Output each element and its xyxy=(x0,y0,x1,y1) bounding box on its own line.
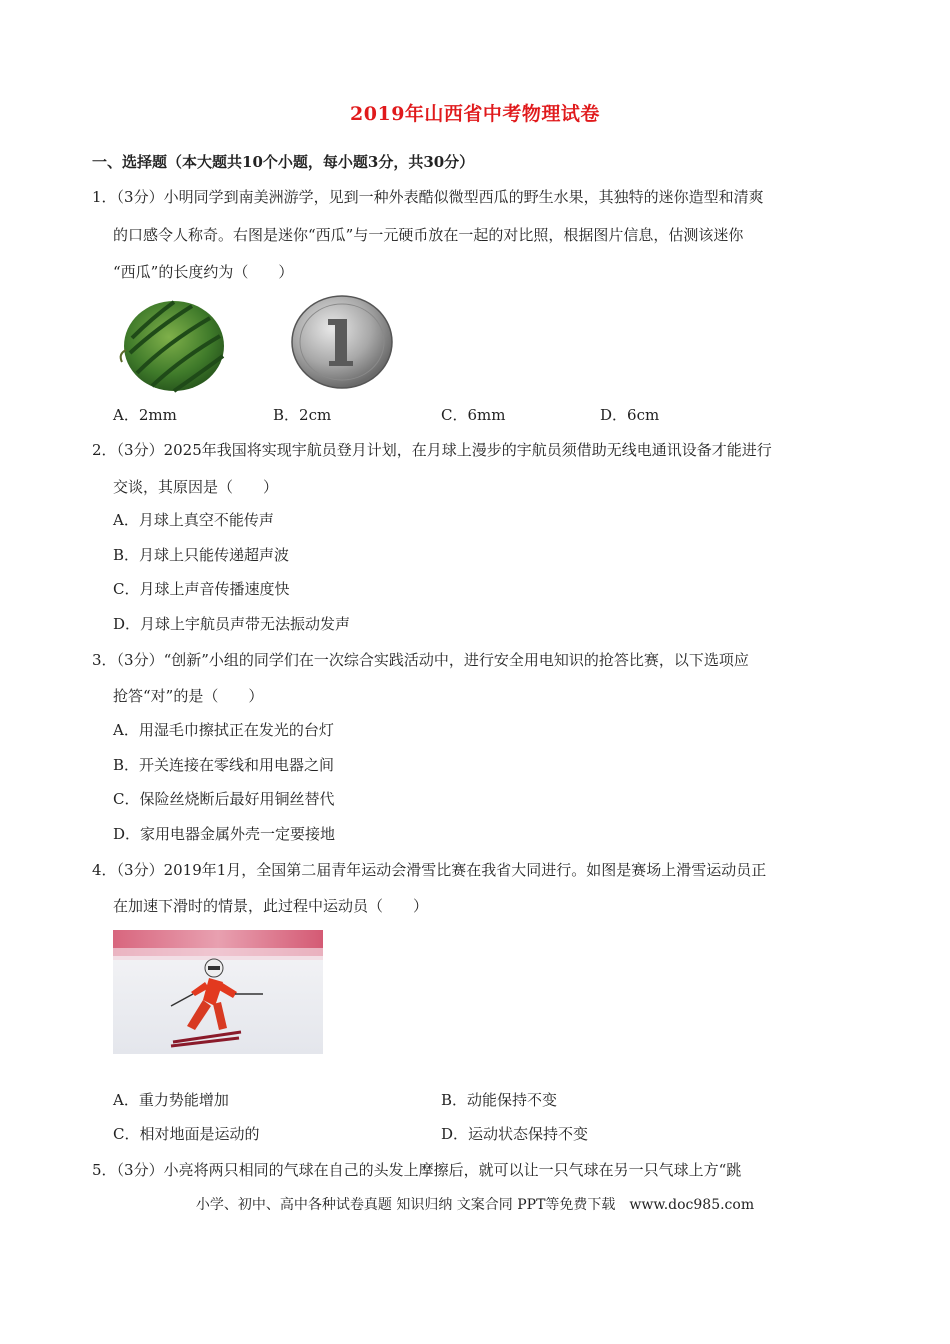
question-4-option-b: B．动能保持不变 xyxy=(441,1091,558,1109)
question-2-option-d: D．月球上宇航员声带无法振动发声 xyxy=(113,615,351,633)
skier-image xyxy=(113,930,323,1054)
question-1-line-2: 的口感令人称奇。右图是迷你“西瓜”与一元硬币放在一起的对比照，根据图片信息，估测该迷你 xyxy=(113,226,744,244)
question-1-option-b: B．2cm xyxy=(273,406,332,424)
question-2-option-a: A．月球上真空不能传声 xyxy=(113,511,274,529)
question-2-option-c: C．月球上声音传播速度快 xyxy=(113,580,290,598)
question-3-line-1: 3．（3分）“创新”小组的同学们在一次综合实践活动中，进行安全用电知识的抢答比赛，以下选项应 xyxy=(92,651,749,669)
question-3-option-b: B．开关连接在零线和用电器之间 xyxy=(113,756,335,774)
question-1-line-3: “西瓜”的长度约为（ ） xyxy=(113,263,294,281)
question-4-line-2: 在加速下滑时的情景，此过程中运动员（ ） xyxy=(113,897,429,915)
question-3-option-a: A．用湿毛巾擦拭正在发光的台灯 xyxy=(113,721,334,739)
question-4-option-d: D．运动状态保持不变 xyxy=(441,1125,589,1143)
question-4-option-a: A．重力势能增加 xyxy=(113,1091,229,1109)
section-heading: 一、选择题（本大题共10个小题，每小题3分，共30分） xyxy=(92,153,475,171)
question-2-line-1: 2．（3分）2025年我国将实现宇航员登月计划，在月球上漫步的宇航员须借助无线电通讯设备才能进行 xyxy=(92,441,772,459)
question-1-option-d: D．6cm xyxy=(600,406,660,424)
question-2-line-2: 交谈，其原因是（ ） xyxy=(113,478,279,496)
question-3-option-c: C．保险丝烧断后最好用铜丝替代 xyxy=(113,790,335,808)
question-1-option-c: C．6mm xyxy=(441,406,506,424)
one-yuan-coin-image xyxy=(290,295,394,389)
mini-watermelon-image xyxy=(112,298,228,394)
question-4-option-c: C．相对地面是运动的 xyxy=(113,1125,260,1143)
question-2-option-b: B．月球上只能传递超声波 xyxy=(113,546,290,564)
question-5-line-1: 5．（3分）小亮将两只相同的气球在自己的头发上摩擦后，就可以让一只气球在另一只气球上方“跳 xyxy=(92,1161,742,1179)
question-3-option-d: D．家用电器金属外壳一定要接地 xyxy=(113,825,336,843)
question-1-option-a: A．2mm xyxy=(113,406,177,424)
footer-text: 小学、初中、高中各种试卷真题 知识归纳 文案合同 PPT等免费下载 www.doc985.com xyxy=(195,1197,755,1213)
question-4-line-1: 4．（3分）2019年1月，全国第二届青年运动会滑雪比赛在我省大同进行。如图是赛场上滑雪运动员正 xyxy=(92,861,767,879)
question-3-line-2: 抢答“对”的是（ ） xyxy=(113,687,264,705)
exam-title: 2019年山西省中考物理试卷 xyxy=(350,103,600,125)
question-1-line-1: 1．（3分）小明同学到南美洲游学，见到一种外表酷似微型西瓜的野生水果，其独特的迷你造型和清爽 xyxy=(92,188,764,206)
